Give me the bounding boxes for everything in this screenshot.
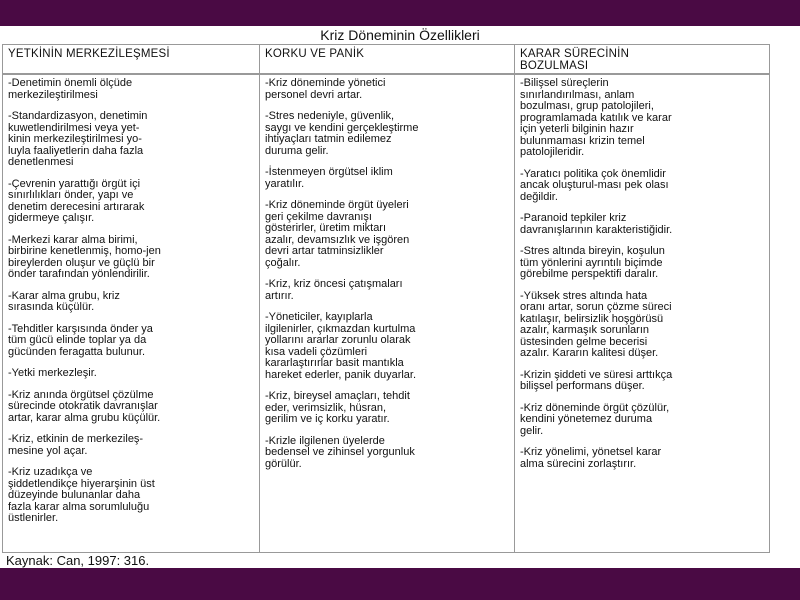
list-item: -Kriz döneminde örgüt üyeleri geri çekilme davranışı gösterirler, üretim miktarı azalır, devamsızlık ve işgören devri artar tatminsizlikler çoğalır. (265, 199, 410, 269)
list-item: -Kriz uzadıkça ve şiddetlendikçe hiyerarşinin üst düzeyinde bulunanlar daha fazla karar alma sorumluluğu üstlenirler. (8, 466, 155, 524)
column-decision-breakdown (515, 45, 769, 552)
top-border-band (0, 0, 800, 26)
list-item: -Kriz döneminde örgüt çözülür, kendini yönetemez duruma gelir. (520, 401, 670, 437)
list-item: -Yetki merkezleşir. (8, 367, 97, 379)
list-item: -Kriz döneminde yönetici personel devri artar. (265, 77, 386, 101)
list-item: -Krizin şiddeti ve süresi arttıkça bilişsel performans düşer. (520, 368, 673, 392)
list-item: -Yüksek stres altında hata oranı artar, sorun çözme süreci katılaşır, belirsizlik hoşgörüsü azalır, karmaşık sorunların üstesinden gelme becerisi azalır. Kararın kalitesi düşer. (520, 289, 672, 359)
list-item: -Tehditler karşısında önder ya tüm gücü elinde toplar ya da gücünden feragatta bulunur. (8, 322, 153, 358)
characteristics-table (2, 44, 770, 553)
list-item: -Paranoid tepkiler kriz davranışlarının karakteristiğidir. (520, 212, 673, 236)
bottom-border-band (0, 568, 800, 600)
column-fear-panic (260, 45, 515, 552)
list-item: -Bilişsel süreçlerin sınırlandırılması, anlam bozulması, grup patolojileri, programlamada katılık ve karar için yeterli bilginin hazır bulunmaması krizin temel patolojileridir. (520, 77, 672, 158)
column-centralization (3, 45, 260, 552)
list-item: -Kriz, bireysel amaçları, tehdit eder, verimsizlik, hüsran, gerilim ve iç korku yaratır. (265, 390, 410, 425)
list-item: -Yaratıcı politika çok önemlidir ancak oluşturul-ması pek olası değildir. (520, 167, 669, 203)
list-item: -Merkezi karar alma birimi, birbirine kenetlenmiş, homo-jen bireylerden oluşur ve güçlü bir önder tarafından yönlendirilir. (8, 233, 161, 280)
source-citation: Kaynak: Can, 1997: 316. (6, 553, 150, 568)
list-item: -Kriz yönelimi, yönetsel karar alma sürecini zorlaştırır. (520, 446, 662, 470)
list-item: -İstenmeyen örgütsel iklim yaratılır. (265, 166, 393, 190)
list-item: -Yöneticiler, kayıplarla ilgilenirler, çıkmazdan kurtulma yollarını ararlar zorunlu olarak kısa vadeli çözümleri kararlaştırırlar basit mantıkla hareket ederler, panik duyarlar. (265, 311, 417, 381)
list-item: -Stres nedeniyle, güvenlik, saygı ve kendini gerçekleştirme ihtiyaçları tatmin edilemez duruma gelir. (265, 110, 419, 157)
column-header: YETKİNİN MERKEZİLEŞMESİ (3, 45, 259, 74)
column-header: KARAR SÜRECİNİN BOZULMASI (515, 45, 769, 74)
column-body (3, 74, 259, 525)
column-body (515, 74, 769, 470)
list-item: -Kriz, etkinin de merkezileş- mesine yol açar. (8, 433, 144, 457)
list-item: -Krizle ilgilenen üyelerde bedensel ve zihinsel yorgunluk görülür. (265, 434, 415, 470)
column-body (260, 74, 514, 470)
list-item: -Karar alma grubu, kriz sırasında küçülür. (8, 289, 120, 313)
list-item: -Stres altında bireyin, koşulun tüm yönlerini ayrıntılı biçimde görebilme perspektifi daralır. (520, 245, 665, 280)
column-header: KORKU VE PANİK (260, 45, 514, 74)
list-item: -Kriz anında örgütsel çözülme sürecinde otokratik davranışlar artar, karar alma grubu küçülür. (8, 388, 161, 424)
slide-title: Kriz Döneminin Özellikleri (320, 27, 480, 43)
list-item: -Çevrenin yarattığı örgüt içi sınırlılıkları önder, yapı ve denetim derecesini artırarak gidermeye çalışır. (8, 177, 145, 224)
list-item: -Kriz, kriz öncesi çatışmaları artırır. (265, 278, 403, 302)
list-item: -Standardizasyon, denetimin kuwetlendirilmesi veya yet- kinin merkezileştirilmesi yo- luyla faaliyetlerin daha fazla denetlenmesi (8, 110, 148, 168)
list-item: -Denetimin önemli ölçüde merkezileştirilmesi (8, 77, 133, 101)
